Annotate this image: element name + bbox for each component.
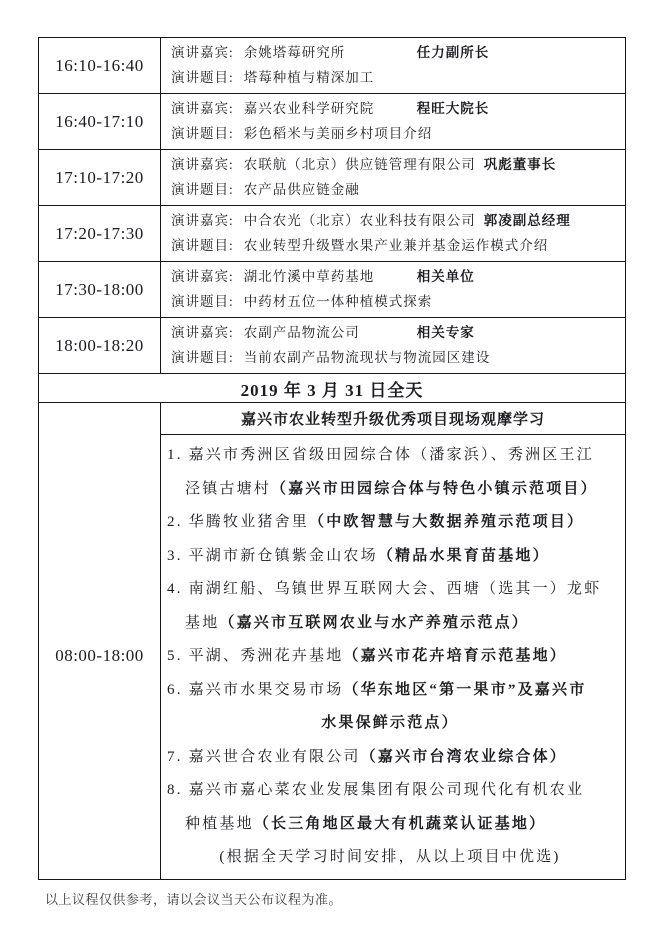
time-slot: 16:40-17:10 [39,94,161,150]
plain-text: 种植基地 [185,815,254,832]
guest-organization: 余姚塔莓研究所 [243,45,346,60]
highlight-text: （华东地区“第一果市”及嘉兴市 [343,681,587,698]
guest-line [171,41,617,66]
plain-text: 泾镇古塘村 [185,480,272,497]
highlight-text: （长三角地区最大有机蔬菜认证基地） [253,815,547,832]
observation-item-line [167,473,613,507]
guest-name: 郭凌副总经理 [483,213,571,228]
guest-name: 相关单位 [416,269,475,284]
plain-text: 7. 嘉兴世合农业有限公司 [167,748,361,765]
guest-line [171,97,617,122]
topic-line [171,290,617,315]
topic-line [171,122,617,147]
observation-item-line [167,640,613,674]
highlight-text: （嘉兴市互联网农业与水产养殖示范点） [219,614,530,631]
talk-cell [161,38,626,94]
schedule-row [39,94,626,150]
schedule-row [39,38,626,94]
footer-disclaimer: 以上议程仅供参考，请以会议当天公布议程为准。 [45,892,343,907]
guest-organization: 农副产品物流公司 [243,325,360,340]
topic-text: 农产品供应链金融 [243,181,360,197]
highlight-text: 水果保鲜示范点） [321,715,459,731]
highlight-text: （嘉兴市花卉培育示范基地） [343,648,568,664]
observation-item-line [167,841,613,875]
schedule-row [39,206,626,262]
guest-label: 演讲嘉宾: [171,269,234,284]
guest-name: 任力副所长 [416,45,490,60]
guest-name: 巩彪董事长 [483,157,557,172]
observation-item-line [167,607,613,641]
guest-label: 演讲嘉宾: [171,45,234,60]
highlight-text: （中欧智慧与大数据养殖示范项目） [309,514,585,530]
plain-text: 6. 嘉兴市水果交易市场 [167,681,344,698]
observation-item-line [167,741,613,775]
observation-item-line [167,506,613,540]
guest-line [171,153,617,178]
guest-organization: 湖北竹溪中草药基地 [243,269,375,284]
date-banner-row [39,374,626,403]
plain-text: 1. 嘉兴市秀洲区省级田园综合体（潘家浜）、秀洲区王江 [167,447,594,463]
schedule-row [39,262,626,318]
talk-cell [161,262,626,318]
observation-item-line [167,540,613,574]
guest-line [171,209,617,234]
time-slot: 17:30-18:00 [39,262,161,318]
topic-text: 中药材五位一体种植模式探索 [243,293,433,309]
time-slot: 17:20-17:30 [39,206,161,262]
guest-label: 演讲嘉宾: [171,325,234,340]
observation-item-line [167,808,613,842]
time-slot: 16:10-16:40 [39,38,161,94]
observation-body [39,374,626,880]
observation-item-line [167,573,613,607]
schedule-rows-body [39,38,626,374]
guest-name: 程旺大院长 [416,101,490,116]
guest-organization: 嘉兴农业科学研究院 [243,101,375,116]
plain-text: 8. 嘉兴市嘉心菜农业发展集团有限公司现代化有机农业 [167,782,585,798]
topic-label: 演讲题目: [171,69,234,85]
topic-label: 演讲题目: [171,349,234,365]
highlight-text: （精品水果育苗基地） [377,547,550,564]
plain-text: 基地 [185,614,220,631]
plain-text: 5. 平湖、秀洲花卉基地 [167,648,344,664]
talk-cell [161,150,626,206]
topic-label: 演讲题目: [171,237,234,253]
topic-line [171,234,617,259]
topic-line [171,346,617,371]
topic-text: 塔莓种植与精深加工 [243,69,375,85]
topic-line [171,66,617,91]
topic-text: 农业转型升级暨水果产业兼并基金运作模式介绍 [243,237,549,253]
talk-cell [161,206,626,262]
date-banner: 2019 年 3 月 31 日全天 [39,374,626,403]
time-slot: 18:00-18:20 [39,318,161,374]
topic-label: 演讲题目: [171,125,234,141]
guest-line [171,321,617,346]
topic-text: 彩色稻米与美丽乡村项目介绍 [243,125,433,141]
plain-text: (根据全天学习时间安排，从以上项目中优选) [219,849,561,865]
topic-label: 演讲题目: [171,293,234,309]
topic-label: 演讲题目: [171,181,234,197]
guest-line [171,265,617,290]
plain-text: 4. 南湖红船、乌镇世界互联网大会、西塘（选其一）龙虾 [167,581,602,597]
time-slot: 17:10-17:20 [39,150,161,206]
observation-title: 嘉兴市农业转型升级优秀项目现场观摩学习 [161,403,626,435]
talk-cell [161,318,626,374]
observation-item-line [167,774,613,808]
highlight-text: （嘉兴市台湾农业综合体） [360,748,568,765]
guest-label: 演讲嘉宾: [171,213,234,228]
observation-title-row [39,403,626,435]
guest-name: 相关专家 [416,325,475,340]
guest-organization: 农联航（北京）供应链管理有限公司 [243,157,476,172]
observation-item-line [167,707,613,741]
plain-text: 2. 华腾牧业猪舍里 [167,514,310,530]
guest-label: 演讲嘉宾: [171,157,234,172]
topic-text: 当前农副产品物流现状与物流园区建设 [243,349,491,365]
plain-text: 3. 平湖市新仓镇紫金山农场 [167,547,378,564]
talk-cell [161,94,626,150]
highlight-text: （嘉兴市田园综合体与特色小镇示范项目） [271,480,598,497]
observation-item-line [167,439,613,473]
schedule-row [39,318,626,374]
topic-line [171,178,617,203]
guest-label: 演讲嘉宾: [171,101,234,116]
schedule-row [39,150,626,206]
agenda-table [38,37,626,880]
observation-items-cell [161,435,626,880]
observation-item-line [167,674,613,708]
observation-time-slot: 08:00-18:00 [39,403,161,880]
guest-organization: 中合农光（北京）农业科技有限公司 [243,213,476,228]
